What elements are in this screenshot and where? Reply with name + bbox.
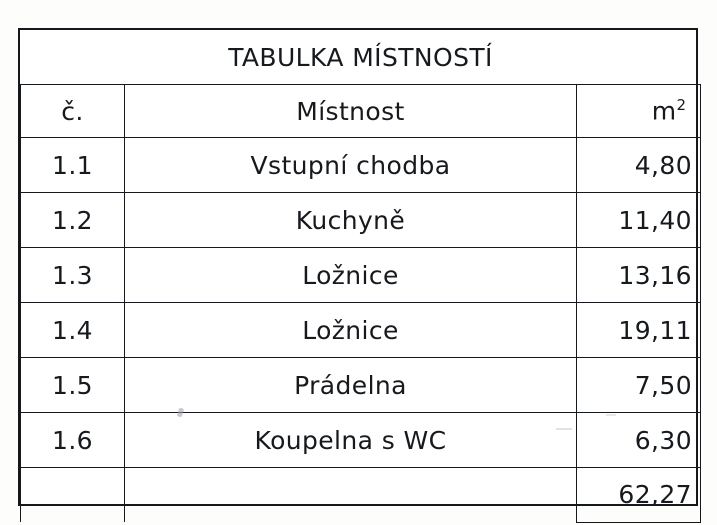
row-name: Kuchyně [125,193,577,248]
row-name: Ložnice [125,248,577,303]
row-name: Vstupní chodba [125,138,577,193]
row-area: 19,11 [577,303,701,358]
total-label [125,468,577,523]
column-header-area-exponent: 2 [676,96,686,115]
column-header-area [577,85,701,138]
row-name: Ložnice [125,303,577,358]
row-number: 1.6 [21,413,125,468]
table-row [21,358,701,413]
table-row [21,248,701,303]
row-area: 7,50 [577,358,701,413]
table-title-row [21,30,701,85]
row-number: 1.5 [21,358,125,413]
row-area: 13,16 [577,248,701,303]
row-number: 1.3 [21,248,125,303]
table-total-row [21,468,701,523]
room-schedule-table [18,28,698,510]
table-row [21,303,701,358]
row-area: 4,80 [577,138,701,193]
row-number: 1.1 [21,138,125,193]
table-row [21,138,701,193]
column-header-area-unit: m [651,96,677,126]
table-row [21,413,701,468]
row-area: 6,30 [577,413,701,468]
column-header-name: Místnost [125,85,577,138]
row-number: 1.4 [21,303,125,358]
table-row [21,193,701,248]
row-name: Prádelna [125,358,577,413]
row-name: Koupelna s WC [125,413,577,468]
total-number [21,468,125,523]
column-header-number: č. [21,85,125,138]
table-header-row [21,85,701,138]
row-number: 1.2 [21,193,125,248]
table-title: TABULKA MÍSTNOSTÍ [21,30,701,85]
total-area: 62,27 [577,468,701,523]
rooms-table [20,30,701,523]
row-area: 11,40 [577,193,701,248]
